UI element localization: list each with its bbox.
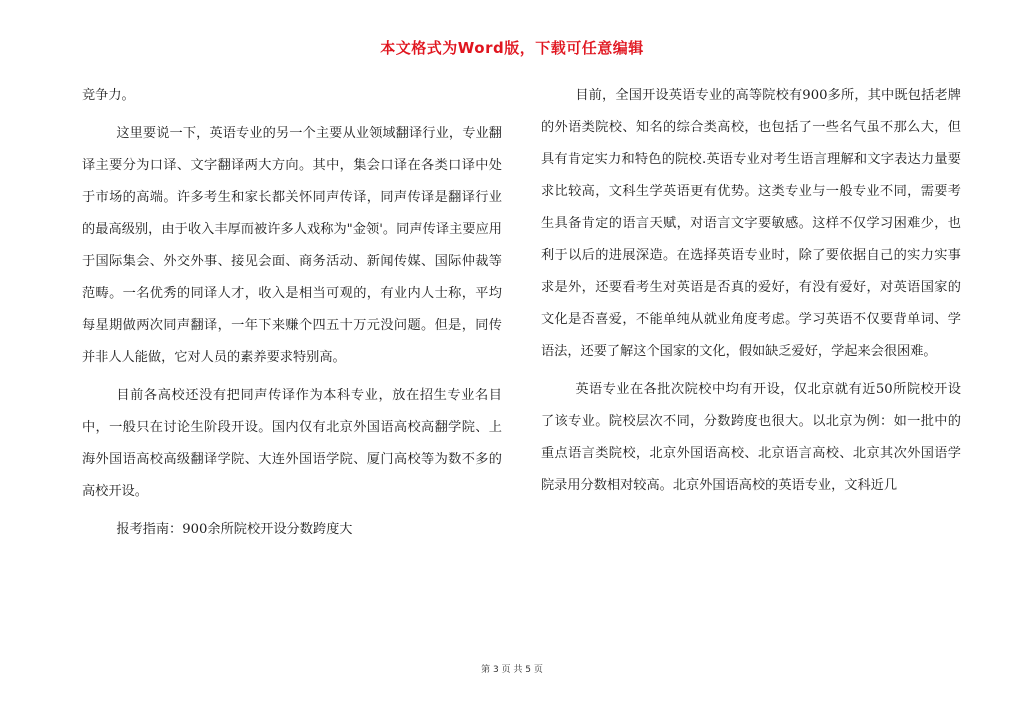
paragraph-english-programs: 目前，全国开设英语专业的高等院校有900多所，其中既包括老牌的外语类院校、知名的综合类高校，也包括了一些名气虽不那么大，但具有肯定实力和特色的院校.英语专业对考生语言理解和文字表达力量要求比较高，文科生学英语更有优势。这类专业与一般专业不同，需要考生具备肯定的语言天赋，对语言文字要敏感。这样不仅学习困难少，也利于以后的进展深造。在选择英语专业时，除了要依据自己的实力实事求是外，还要看考生对英语是否真的爱好，有没有爱好，对英语国家的文化是否喜爱，不能单纯从就业角度考虑。学习英语不仅要背单词、学语法，还要了解这个国家的文化，假如缺乏爱好，学起来会很困难。: [541, 88, 961, 359]
left-text-column: [82, 80, 502, 546]
paragraph-interpreting-programs: 目前各高校还没有把同声传译作为本科专业，放在招生专业名目中，一般只在讨论生阶段开设。国内仅有北京外国语高校高翻学院、上海外国语高校高级翻译学院、大连外国语学院、厦门高校等为数不多的高校开设。: [82, 388, 502, 499]
page-number-footer: 第 3 页 共 5 页: [481, 665, 543, 675]
paragraph-translation-industry: 这里要说一下，英语专业的另一个主要从业领域翻译行业，专业翻译主要分为口译、文字翻译两大方向。其中，集会口译在各类口译中处于市场的高端。许多考生和家长都关怀同声传译，同声传译是翻译行业的最高级别，由于收入丰厚而被许多人戏称为"金领'。同声传译主要应用于国际集会、外交外事、接见会面、商务活动、新闻传媒、国际仲裁等范畴。一名优秀的同译人才，收入是相当可观的，有业内人士称，平均每星期做两次同声翻译，一年下来赚个四五十万元没问题。但是，同传并非人人能做，它对人员的素养要求特别高。: [82, 126, 502, 365]
document-header-banner: 本文格式为Word版，下载可任意编辑: [380, 39, 644, 57]
paragraph-continuation: 竞争力。: [82, 88, 135, 103]
paragraph-score-range: 英语专业在各批次院校中均有开设，仅北京就有近50所院校开设了该专业。院校层次不同，分数跨度也很大。以北京为例：如一批中的重点语言类院校，北京外国语高校、北京语言高校、北京其次外国语学院录用分数相对较高。北京外国语高校的英语专业，文科近几: [541, 382, 961, 493]
section-heading-guide: 报考指南：900余所院校开设分数跨度大: [116, 522, 353, 537]
right-text-column: [541, 80, 961, 502]
